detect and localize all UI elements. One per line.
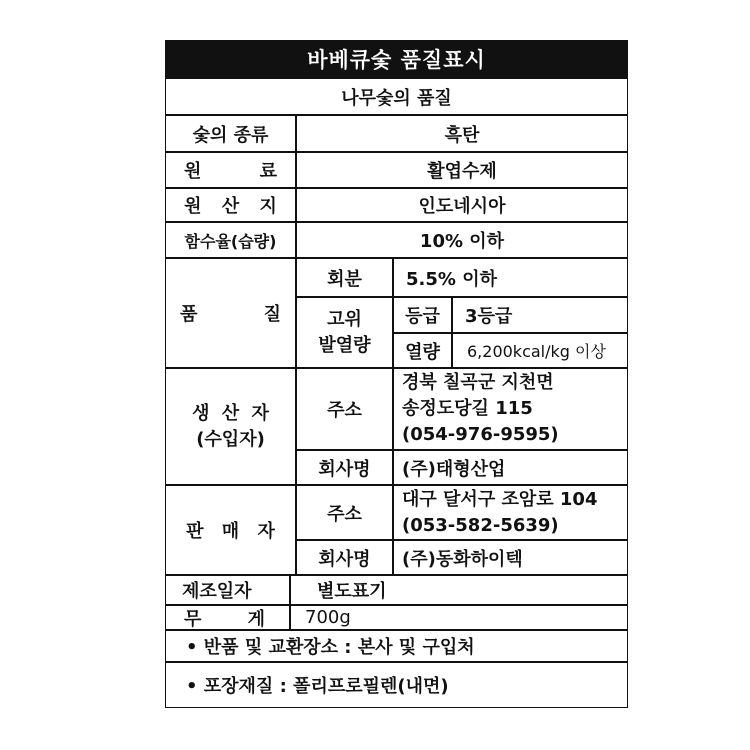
seller-address-label: 주소 bbox=[296, 485, 393, 540]
producer-address-label: 주소 bbox=[296, 368, 393, 450]
moisture-value: 10% 이하 bbox=[296, 222, 628, 258]
address-line: 경북 칠곡군 지천면 bbox=[402, 372, 554, 393]
moisture-label: 함수율(습량) bbox=[165, 222, 296, 258]
grade-label: 등급 bbox=[393, 297, 452, 333]
producer-company-value: (주)태형산업 bbox=[393, 450, 628, 485]
origin-label: 원 산 지 bbox=[165, 188, 296, 222]
seller-company-value: (주)동화하이텍 bbox=[393, 540, 628, 575]
calorific-label bbox=[296, 297, 393, 368]
raw-material-value: 활엽수제 bbox=[296, 152, 628, 188]
label-title: 바베큐숯 품질표시 bbox=[165, 40, 628, 78]
producer-company-label: 회사명 bbox=[296, 450, 393, 485]
ash-value: 5.5% 이하 bbox=[393, 258, 628, 297]
manufacture-date-value: 별도표기 bbox=[290, 575, 628, 605]
producer-label-line: 생 산 자 bbox=[192, 402, 269, 424]
phone-number: (054-976-9595) bbox=[402, 424, 559, 445]
producer-label bbox=[165, 368, 296, 485]
address-line: 대구 달서구 조암로 104 bbox=[402, 488, 598, 510]
raw-material-label: 원 료 bbox=[165, 152, 296, 188]
manufacture-date-label: 제조일자 bbox=[165, 575, 290, 605]
charcoal-type-value: 흑탄 bbox=[296, 115, 628, 152]
quality-label: 품 질 bbox=[165, 258, 296, 368]
producer-address-value bbox=[393, 368, 628, 450]
charcoal-type-label: 숯의 종류 bbox=[165, 115, 296, 152]
heat-value: 6,200kcal/kg 이상 bbox=[452, 333, 628, 368]
section-title: 나무숯의 품질 bbox=[165, 78, 628, 115]
phone-number: (053-582-5639) bbox=[402, 514, 559, 536]
producer-label-line: (수입자) bbox=[196, 428, 265, 450]
weight-label: 무 게 bbox=[165, 605, 290, 630]
return-place-note: • 반품 및 교환장소 : 본사 및 구입처 bbox=[165, 630, 628, 662]
weight-value: 700g bbox=[290, 605, 628, 630]
calorific-label-line: 발열량 bbox=[318, 334, 371, 356]
address-line: 송정도당길 115 bbox=[402, 398, 533, 419]
ash-label: 회분 bbox=[296, 258, 393, 297]
seller-label: 판 매 자 bbox=[165, 485, 296, 575]
heat-label: 열량 bbox=[393, 333, 452, 368]
seller-address-value bbox=[393, 485, 628, 540]
packaging-material-note: • 포장재질 : 폴리프로필렌(내면) bbox=[165, 662, 628, 708]
seller-company-label: 회사명 bbox=[296, 540, 393, 575]
origin-value: 인도네시아 bbox=[296, 188, 628, 222]
grade-value: 3등급 bbox=[452, 297, 628, 333]
calorific-label-line: 고위 bbox=[327, 308, 362, 330]
